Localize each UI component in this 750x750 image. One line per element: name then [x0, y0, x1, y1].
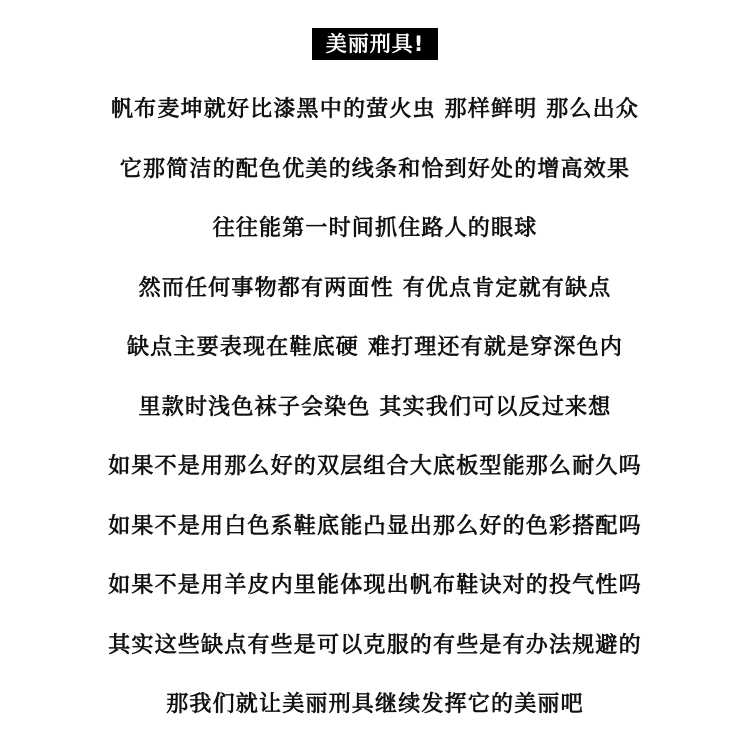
text-line: 里款时浅色袜子会染色 其实我们可以反过来想 — [138, 394, 612, 420]
text-line: 如果不是用白色系鞋底能凸显出那么好的色彩搭配吗 — [108, 513, 642, 539]
text-line: 那我们就让美丽刑具继续发挥它的美丽吧 — [166, 692, 584, 718]
text-line: 然而任何事物都有两面性 有优点肯定就有缺点 — [138, 275, 612, 301]
text-line: 如果不是用羊皮内里能体现出帆布鞋诀对的投气性吗 — [108, 573, 642, 599]
text-line: 其实这些缺点有些是可以克服的有些是有办法规避的 — [108, 632, 642, 658]
text-line: 它那简洁的配色优美的线条和恰到好处的增高效果 — [119, 156, 631, 182]
title-container — [0, 28, 750, 60]
text-line: 如果不是用那么好的双层组合大底板型能那么耐久吗 — [108, 454, 642, 480]
text-line: 往往能第一时间抓住路人的眼球 — [212, 216, 538, 242]
page-title: 美丽刑具! — [312, 28, 439, 60]
text-line: 帆布麦坤就好比漆黑中的萤火虫 那样鲜明 那么出众 — [110, 97, 640, 123]
text-body — [0, 78, 750, 733]
text-line: 缺点主要表现在鞋底硬 难打理还有就是穿深色内 — [126, 335, 624, 361]
